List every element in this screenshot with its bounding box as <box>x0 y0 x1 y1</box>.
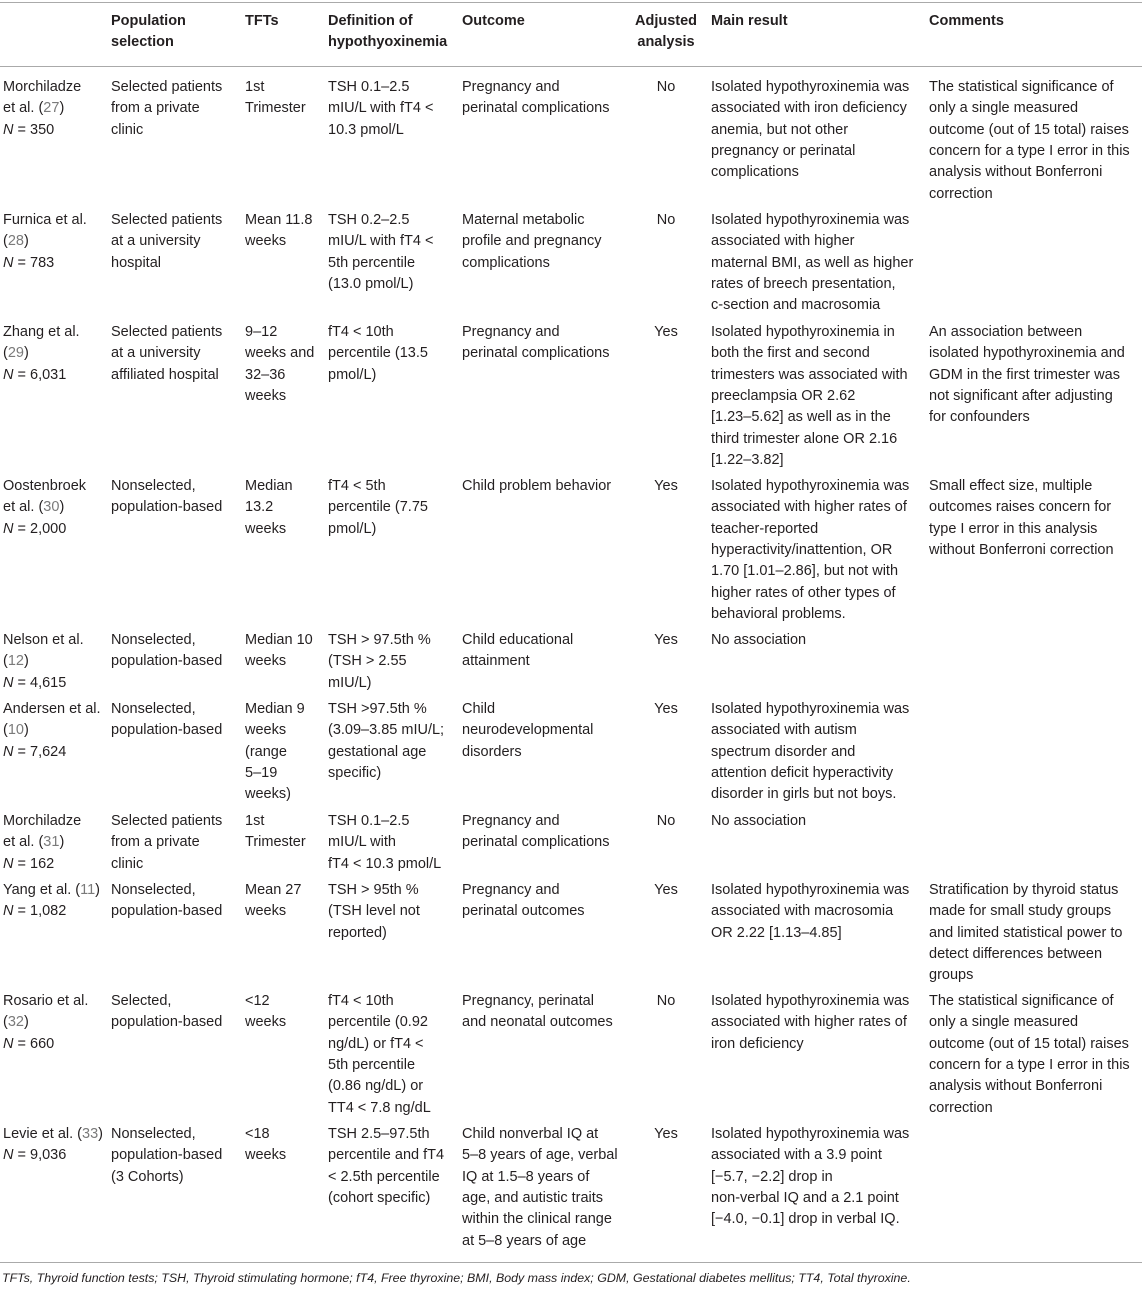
cell-definition: (TSH level not <box>328 903 420 920</box>
cell-tfts: weeks) <box>245 786 291 803</box>
cell-definition: TSH 2.5–97.5th <box>328 1126 430 1142</box>
study-author: Rosario et al. <box>3 993 89 1009</box>
cell-comments: only a single measured <box>929 1014 1079 1031</box>
study-sample-size: N = 162 <box>3 855 55 872</box>
cell-result: pregnancy or perinatal <box>711 142 856 159</box>
cell-definition: percentile (7.75 <box>328 499 428 516</box>
study-sample-size: N = 660 <box>3 1035 55 1052</box>
cell-tfts: Median <box>245 478 293 494</box>
cell-result: associated with higher <box>711 233 855 250</box>
cell-comments: analysis without Bonferroni <box>929 164 1103 181</box>
cell-result: Isolated hypothyroxinemia was <box>711 79 910 95</box>
table-footnote: TFTs, Thyroid function tests; TSH, Thyroid stimulating hormone; fT4, Free thyroxine; BMI, Body mass index; GDM, Gestational diabetes mellitus; TT4, Total thyroxine. <box>2 1271 911 1285</box>
cell-tfts: <18 <box>245 1126 270 1142</box>
n-symbol: N <box>3 254 14 271</box>
cell-result: behavioral problems. <box>711 605 846 622</box>
study-reference: et al. (30) <box>3 499 65 516</box>
study-author: Morchiladze <box>3 813 82 829</box>
cell-outcome: Child <box>462 701 496 717</box>
cell-comments: correction <box>929 1099 993 1116</box>
cell-population: Nonselected, <box>111 1126 196 1142</box>
study-author: Zhang et al. <box>3 324 80 340</box>
cell-comments: without Bonferroni correction <box>929 541 1114 558</box>
study-author: Oostenbroek <box>3 478 87 494</box>
cell-definition: TT4 < 7.8 ng/dL <box>328 1099 431 1116</box>
cell-population: Selected patients <box>111 813 223 829</box>
cell-adjusted: Yes <box>654 1126 678 1142</box>
cell-definition: fT4 < 5th <box>328 478 386 494</box>
cell-result: [1.23–5.62] as well as in the <box>711 409 891 426</box>
cell-outcome: Pregnancy and <box>462 324 560 340</box>
cell-tfts: Trimester <box>245 834 306 851</box>
cell-result: preeclampsia OR 2.62 <box>711 387 856 404</box>
header-result: Main result <box>711 13 788 29</box>
cell-outcome: Pregnancy and <box>462 79 560 95</box>
cell-adjusted: No <box>656 993 676 1009</box>
study-reference: (32) <box>3 1014 29 1031</box>
n-symbol: N <box>3 674 14 691</box>
reference-link: 33 <box>82 1126 99 1142</box>
cell-comments: outcome (out of 15 total) raises <box>929 1035 1129 1052</box>
cell-definition: TSH > 97.5th % <box>328 632 431 648</box>
cell-definition: TSH >97.5th % <box>328 701 427 717</box>
cell-result: anemia, but not other <box>711 121 849 138</box>
cell-comments: concern for a type I error in this <box>929 142 1130 159</box>
cell-definition: mIU/L with <box>328 834 396 851</box>
cell-definition: TSH > 95th % <box>328 882 419 898</box>
cell-tfts: weeks <box>245 722 287 739</box>
cell-population: from a private <box>111 100 200 117</box>
reference-link: 27 <box>43 100 60 117</box>
n-symbol: N <box>3 743 14 760</box>
study-sample-size: N = 350 <box>3 121 55 138</box>
cell-comments: not significant after adjusting <box>929 387 1113 404</box>
cell-tfts: 1st <box>245 813 265 829</box>
cell-population: Nonselected, <box>111 632 196 648</box>
header-definition: hypothyoxinemia <box>328 34 448 51</box>
cell-outcome: perinatal outcomes <box>462 903 585 920</box>
cell-result: OR 2.22 [1.13–4.85] <box>711 924 842 941</box>
cell-comments: The statistical significance of <box>929 993 1114 1009</box>
cell-tfts: weeks <box>245 520 287 537</box>
cell-population: clinic <box>111 855 144 872</box>
reference-link: 32 <box>7 1014 24 1031</box>
cell-definition: < 2.5th percentile <box>328 1168 440 1185</box>
cell-population: Nonselected, <box>111 882 196 898</box>
cell-comments: analysis without Bonferroni <box>929 1078 1103 1095</box>
cell-definition: ng/dL) or fT4 < <box>328 1035 424 1052</box>
study-reference: et al. (27) <box>3 100 65 117</box>
cell-result: Isolated hypothyroxinemia was <box>711 212 910 228</box>
cell-result: Isolated hypothyroxinemia was <box>711 1126 910 1142</box>
cell-population: affiliated hospital <box>111 366 219 383</box>
n-symbol: N <box>3 1147 14 1164</box>
cell-definition: (TSH > 2.55 <box>328 653 407 670</box>
cell-comments: made for small study groups <box>929 903 1112 920</box>
reference-link: 28 <box>7 233 24 250</box>
study-reference: (28) <box>3 233 29 250</box>
study-sample-size: N = 9,036 <box>3 1147 67 1164</box>
cell-population: population-based <box>111 1147 223 1164</box>
cell-result: Isolated hypothyroxinemia was <box>711 701 910 717</box>
cell-outcome: disorders <box>462 743 522 760</box>
cell-outcome: attainment <box>462 653 530 670</box>
cell-result: No association <box>711 632 807 648</box>
cell-definition: percentile (13.5 <box>328 345 428 362</box>
cell-result: associated with a 3.9 point <box>711 1147 882 1164</box>
cell-result: iron deficiency <box>711 1035 804 1052</box>
study-author: Andersen et al. <box>3 701 101 717</box>
cell-result: [1.22–3.82] <box>711 451 784 468</box>
cell-tfts: Trimester <box>245 100 306 117</box>
cell-tfts: weeks and <box>245 345 315 362</box>
cell-tfts: <12 <box>245 993 270 1009</box>
cell-adjusted: Yes <box>654 324 678 340</box>
cell-tfts: Mean 27 <box>245 882 302 898</box>
n-symbol: N <box>3 520 14 537</box>
cell-adjusted: Yes <box>654 701 678 717</box>
cell-result: c-section and macrosomia <box>711 297 881 314</box>
cell-comments: correction <box>929 185 993 202</box>
cell-result: [−5.7, −2.2] drop in <box>711 1168 833 1185</box>
study-sample-size: N = 1,082 <box>3 903 67 920</box>
cell-tfts: weeks <box>245 653 287 670</box>
study-author: Morchiladze <box>3 79 82 95</box>
cell-outcome: within the clinical range <box>462 1211 612 1228</box>
n-symbol: N <box>3 121 14 138</box>
study-author: Levie et al. (33) <box>3 1126 103 1142</box>
header-definition: Definition of <box>328 13 413 29</box>
cell-result: trimesters was associated with <box>711 366 908 383</box>
cell-adjusted: No <box>656 813 676 829</box>
cell-population: population-based <box>111 499 223 516</box>
cell-tfts: (range <box>245 743 287 760</box>
cell-population: population-based <box>111 1014 223 1031</box>
cell-population: population-based <box>111 903 223 920</box>
cell-result: 1.70 [1.01–2.86], but not with <box>711 563 899 580</box>
cell-result: non-verbal IQ and a 2.1 point <box>711 1189 899 1206</box>
cell-result: Isolated hypothyroxinemia was <box>711 478 910 494</box>
reference-link: 11 <box>80 882 96 898</box>
header-population: selection <box>111 34 174 51</box>
cell-tfts: weeks <box>245 387 287 404</box>
cell-comments: detect differences between <box>929 945 1103 962</box>
cell-outcome: complications <box>462 254 550 271</box>
cell-comments: The statistical significance of <box>929 79 1114 95</box>
cell-comments: concern for a type I error in this <box>929 1056 1130 1073</box>
n-symbol: N <box>3 1035 14 1052</box>
cell-population: at a university <box>111 233 201 250</box>
cell-outcome: perinatal complications <box>462 100 610 117</box>
cell-comments: outcome (out of 15 total) raises <box>929 121 1129 138</box>
reference-link: 10 <box>7 722 24 739</box>
cell-definition: TSH 0.1–2.5 <box>328 79 410 95</box>
cell-result: third trimester alone OR 2.16 <box>711 430 898 447</box>
cell-definition: fT4 < 10.3 pmol/L <box>328 855 442 872</box>
cell-tfts: 1st <box>245 79 265 95</box>
study-reference: (12) <box>3 653 29 670</box>
table-rule <box>0 66 1142 67</box>
table-rule <box>0 1262 1142 1263</box>
cell-outcome: Maternal metabolic <box>462 212 585 228</box>
header-outcome: Outcome <box>462 13 525 29</box>
header-population: Population <box>111 13 186 29</box>
cell-population: Nonselected, <box>111 478 196 494</box>
reference-link: 29 <box>7 345 24 362</box>
cell-population: population-based <box>111 722 223 739</box>
header-comments: Comments <box>929 13 1004 29</box>
cell-comments: and limited statistical power to <box>929 924 1123 941</box>
cell-result: associated with higher rates of <box>711 1014 907 1031</box>
header-adjusted: Adjusted <box>634 13 698 29</box>
cell-definition: TSH 0.1–2.5 <box>328 813 410 829</box>
cell-comments: isolated hypothyroxinemia and <box>929 345 1125 362</box>
cell-result: rates of breech presentation, <box>711 275 896 292</box>
cell-tfts: 5–19 <box>245 764 278 781</box>
cell-tfts: 9–12 <box>245 324 278 340</box>
cell-tfts: 32–36 <box>245 366 286 383</box>
n-symbol: N <box>3 366 14 383</box>
cell-tfts: Median 9 <box>245 701 305 717</box>
reference-link: 30 <box>43 499 60 516</box>
cell-result: Isolated hypothyroxinemia was <box>711 882 910 898</box>
cell-definition: specific) <box>328 764 382 781</box>
header-tfts: TFTs <box>245 13 279 29</box>
cell-result: associated with macrosomia <box>711 903 894 920</box>
cell-outcome: IQ at 1.5–8 years of <box>462 1168 590 1185</box>
cell-adjusted: Yes <box>654 632 678 648</box>
cell-population: at a university <box>111 345 201 362</box>
study-sample-size: N = 2,000 <box>3 520 67 537</box>
cell-definition: gestational age <box>328 743 427 760</box>
cell-outcome: neurodevelopmental <box>462 722 594 739</box>
study-author: Nelson et al. <box>3 632 84 648</box>
cell-result: hyperactivity/inattention, OR <box>711 541 893 558</box>
cell-comments: groups <box>929 967 974 984</box>
cell-result: associated with higher rates of <box>711 499 907 516</box>
cell-population: (3 Cohorts) <box>111 1168 184 1185</box>
cell-result: No association <box>711 813 807 829</box>
cell-tfts: weeks <box>245 903 287 920</box>
cell-adjusted: Yes <box>654 478 678 494</box>
reference-link: 12 <box>7 653 24 670</box>
cell-comments: outcomes raises concern for <box>929 499 1112 516</box>
cell-result: teacher-reported <box>711 520 819 537</box>
cell-definition: mIU/L) <box>328 674 372 691</box>
cell-outcome: and neonatal outcomes <box>462 1014 613 1031</box>
header-adjusted: analysis <box>637 34 695 51</box>
reference-link: 31 <box>43 834 60 851</box>
cell-definition: 5th percentile <box>328 254 416 271</box>
cell-outcome: age, and autistic traits <box>462 1189 604 1206</box>
cell-outcome: Pregnancy and <box>462 882 560 898</box>
cell-tfts: weeks <box>245 233 287 250</box>
cell-population: clinic <box>111 121 144 138</box>
study-author: Yang et al. (11) <box>3 882 101 898</box>
cell-outcome: Pregnancy, perinatal <box>462 993 594 1009</box>
study-reference: (10) <box>3 722 29 739</box>
cell-result: Isolated hypothyroxinemia in <box>711 324 895 340</box>
table-rule <box>0 2 1142 3</box>
cell-outcome: Child educational <box>462 632 574 648</box>
n-symbol: N <box>3 903 14 920</box>
cell-definition: pmol/L) <box>328 520 377 537</box>
cell-result: attention deficit hyperactivity <box>711 764 894 781</box>
cell-tfts: Median 10 <box>245 632 313 648</box>
cell-definition: reported) <box>328 924 387 941</box>
cell-definition: fT4 < 10th <box>328 993 394 1009</box>
cell-outcome: Child problem behavior <box>462 478 612 494</box>
n-symbol: N <box>3 855 14 872</box>
cell-population: Selected, <box>111 993 172 1009</box>
study-sample-size: N = 783 <box>3 254 55 271</box>
cell-adjusted: No <box>656 212 676 228</box>
cell-outcome: Child nonverbal IQ at <box>462 1126 599 1142</box>
cell-population: Selected patients <box>111 212 223 228</box>
cell-outcome: Pregnancy and <box>462 813 560 829</box>
cell-result: complications <box>711 164 799 181</box>
cell-outcome: profile and pregnancy <box>462 233 602 250</box>
cell-definition: percentile (0.92 <box>328 1014 428 1031</box>
cell-definition: (3.09–3.85 mIU/L; <box>328 722 445 739</box>
cell-outcome: perinatal complications <box>462 345 610 362</box>
cell-comments: for confounders <box>929 409 1030 426</box>
cell-definition: 5th percentile <box>328 1056 416 1073</box>
cell-comments: An association between <box>929 324 1083 340</box>
cell-tfts: weeks <box>245 1147 287 1164</box>
cell-result: maternal BMI, as well as higher <box>711 254 914 271</box>
cell-population: population-based <box>111 653 223 670</box>
cell-definition: mIU/L with fT4 < <box>328 100 434 117</box>
cell-adjusted: No <box>656 79 676 95</box>
cell-result: associated with autism <box>711 722 857 739</box>
cell-result: Isolated hypothyroxinemia was <box>711 993 910 1009</box>
cell-comments: Small effect size, multiple <box>929 478 1093 494</box>
cell-result: associated with iron deficiency <box>711 100 907 117</box>
cell-result: [−4.0, −0.1] drop in verbal IQ. <box>711 1211 900 1228</box>
cell-result: spectrum disorder and <box>711 743 856 760</box>
cell-comments: type I error in this analysis <box>929 520 1098 537</box>
cell-population: Nonselected, <box>111 701 196 717</box>
cell-result: both the first and second <box>711 345 870 362</box>
cell-definition: mIU/L with fT4 < <box>328 233 434 250</box>
cell-definition: (0.86 ng/dL) or <box>328 1078 424 1095</box>
study-sample-size: N = 7,624 <box>3 743 67 760</box>
study-sample-size: N = 4,615 <box>3 674 67 691</box>
cell-population: from a private <box>111 834 200 851</box>
cell-population: hospital <box>111 254 161 271</box>
cell-tfts: Mean 11.8 <box>245 212 313 228</box>
study-author: Furnica et al. <box>3 212 87 228</box>
cell-outcome: perinatal complications <box>462 834 610 851</box>
cell-comments: only a single measured <box>929 100 1079 117</box>
cell-outcome: 5–8 years of age, verbal <box>462 1147 618 1164</box>
cell-tfts: weeks <box>245 1014 287 1031</box>
cell-definition: 10.3 pmol/L <box>328 121 404 138</box>
cell-definition: percentile and fT4 <box>328 1147 445 1164</box>
cell-tfts: 13.2 <box>245 499 274 516</box>
cell-definition: (13.0 pmol/L) <box>328 275 414 292</box>
cell-definition: fT4 < 10th <box>328 324 394 340</box>
cell-population: Selected patients <box>111 324 223 340</box>
study-sample-size: N = 6,031 <box>3 366 67 383</box>
cell-comments: Stratification by thyroid status <box>929 882 1119 898</box>
study-reference: et al. (31) <box>3 834 65 851</box>
study-reference: (29) <box>3 345 29 362</box>
cell-definition: (cohort specific) <box>328 1189 431 1206</box>
cell-comments: GDM in the first trimester was <box>929 366 1120 383</box>
cell-outcome: at 5–8 years of age <box>462 1232 587 1249</box>
cell-population: Selected patients <box>111 79 223 95</box>
cell-result: disorder in girls but not boys. <box>711 786 897 803</box>
cell-definition: TSH 0.2–2.5 <box>328 212 410 228</box>
cell-definition: pmol/L) <box>328 366 377 383</box>
cell-result: higher rates of other types of <box>711 584 896 601</box>
cell-adjusted: Yes <box>654 882 678 898</box>
